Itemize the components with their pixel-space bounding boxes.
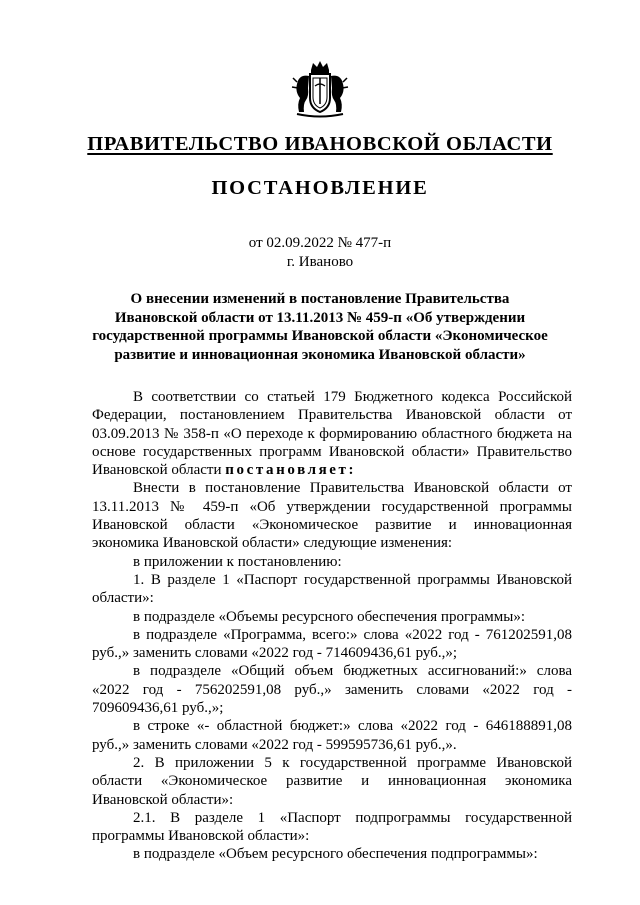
paragraph: 2.1. В разделе 1 «Паспорт подпрограммы государственной программы Ивановской области»: xyxy=(92,809,572,845)
paragraph: 2. В приложении 5 к государственной программе Ивановской области «Экономическое развитие и инновационная экономика Ивановской области»: xyxy=(92,754,572,808)
paragraph: 1. В разделе 1 «Паспорт государственной программы Ивановской области»: xyxy=(92,571,572,607)
paragraph: в подразделе «Объемы ресурсного обеспечения программы»: xyxy=(133,608,525,625)
paragraph: в приложении к постановлению: xyxy=(133,553,342,570)
paragraph: в строке «- областной бюджет:» слова «2022 год - 646188891,08 руб.,» заменить словами «2022 год - 599595736,61 руб.,». xyxy=(92,718,572,753)
resolves-keyword: постановляет: xyxy=(225,462,357,479)
ivanovo-coat-of-arms-icon xyxy=(291,58,349,120)
paragraph: Внести в постановление Правительства Ивановской области от 13.11.2013 № 459-п «Об утверждении государственной программы Ивановской области «Экономическое развитие и инновационная экономика Ивановской области» следующие изменения: xyxy=(92,480,572,552)
paragraph: в подразделе «Объем ресурсного обеспечения подпрограммы»: xyxy=(133,846,538,863)
document-dateline xyxy=(0,234,640,272)
paragraph: в подразделе «Общий объем бюджетных ассигнований:» слова «2022 год - 756202591,08 руб.,» заменить словами «2022 год - 709609436,61 руб.,»; xyxy=(92,663,572,717)
document-type: ПОСТАНОВЛЕНИЕ xyxy=(211,177,429,199)
document-body xyxy=(92,388,572,864)
date-number: от 02.09.2022 № 477-п xyxy=(248,235,392,251)
paragraph-text: В соответствии со статьей 179 Бюджетного кодекса Российской Федерации, постановлением Правительства Ивановской области от 03.09.2013 № 358-п «О переходе к формированию областного бюджета на основе государственных программ Ивановской области» Правительство Ивановской области xyxy=(92,389,572,479)
paragraph xyxy=(92,388,572,479)
government-title: ПРАВИТЕЛЬСТВО ИВАНОВСКОЙ ОБЛАСТИ xyxy=(87,133,553,155)
city: г. Иваново xyxy=(286,254,354,270)
paragraph: в подразделе «Программа, всего:» слова «2022 год - 761202591,08 руб.,» заменить словами «2022 год - 714609436,61 руб.,»; xyxy=(92,626,572,662)
document-subject: О внесении изменений в постановление Правительства Ивановской области от 13.11.2013 № 459-п «Об утверждении государственной программы Ивановской области «Экономическое развитие и инновационная экономика Ивановской области» xyxy=(92,291,548,363)
